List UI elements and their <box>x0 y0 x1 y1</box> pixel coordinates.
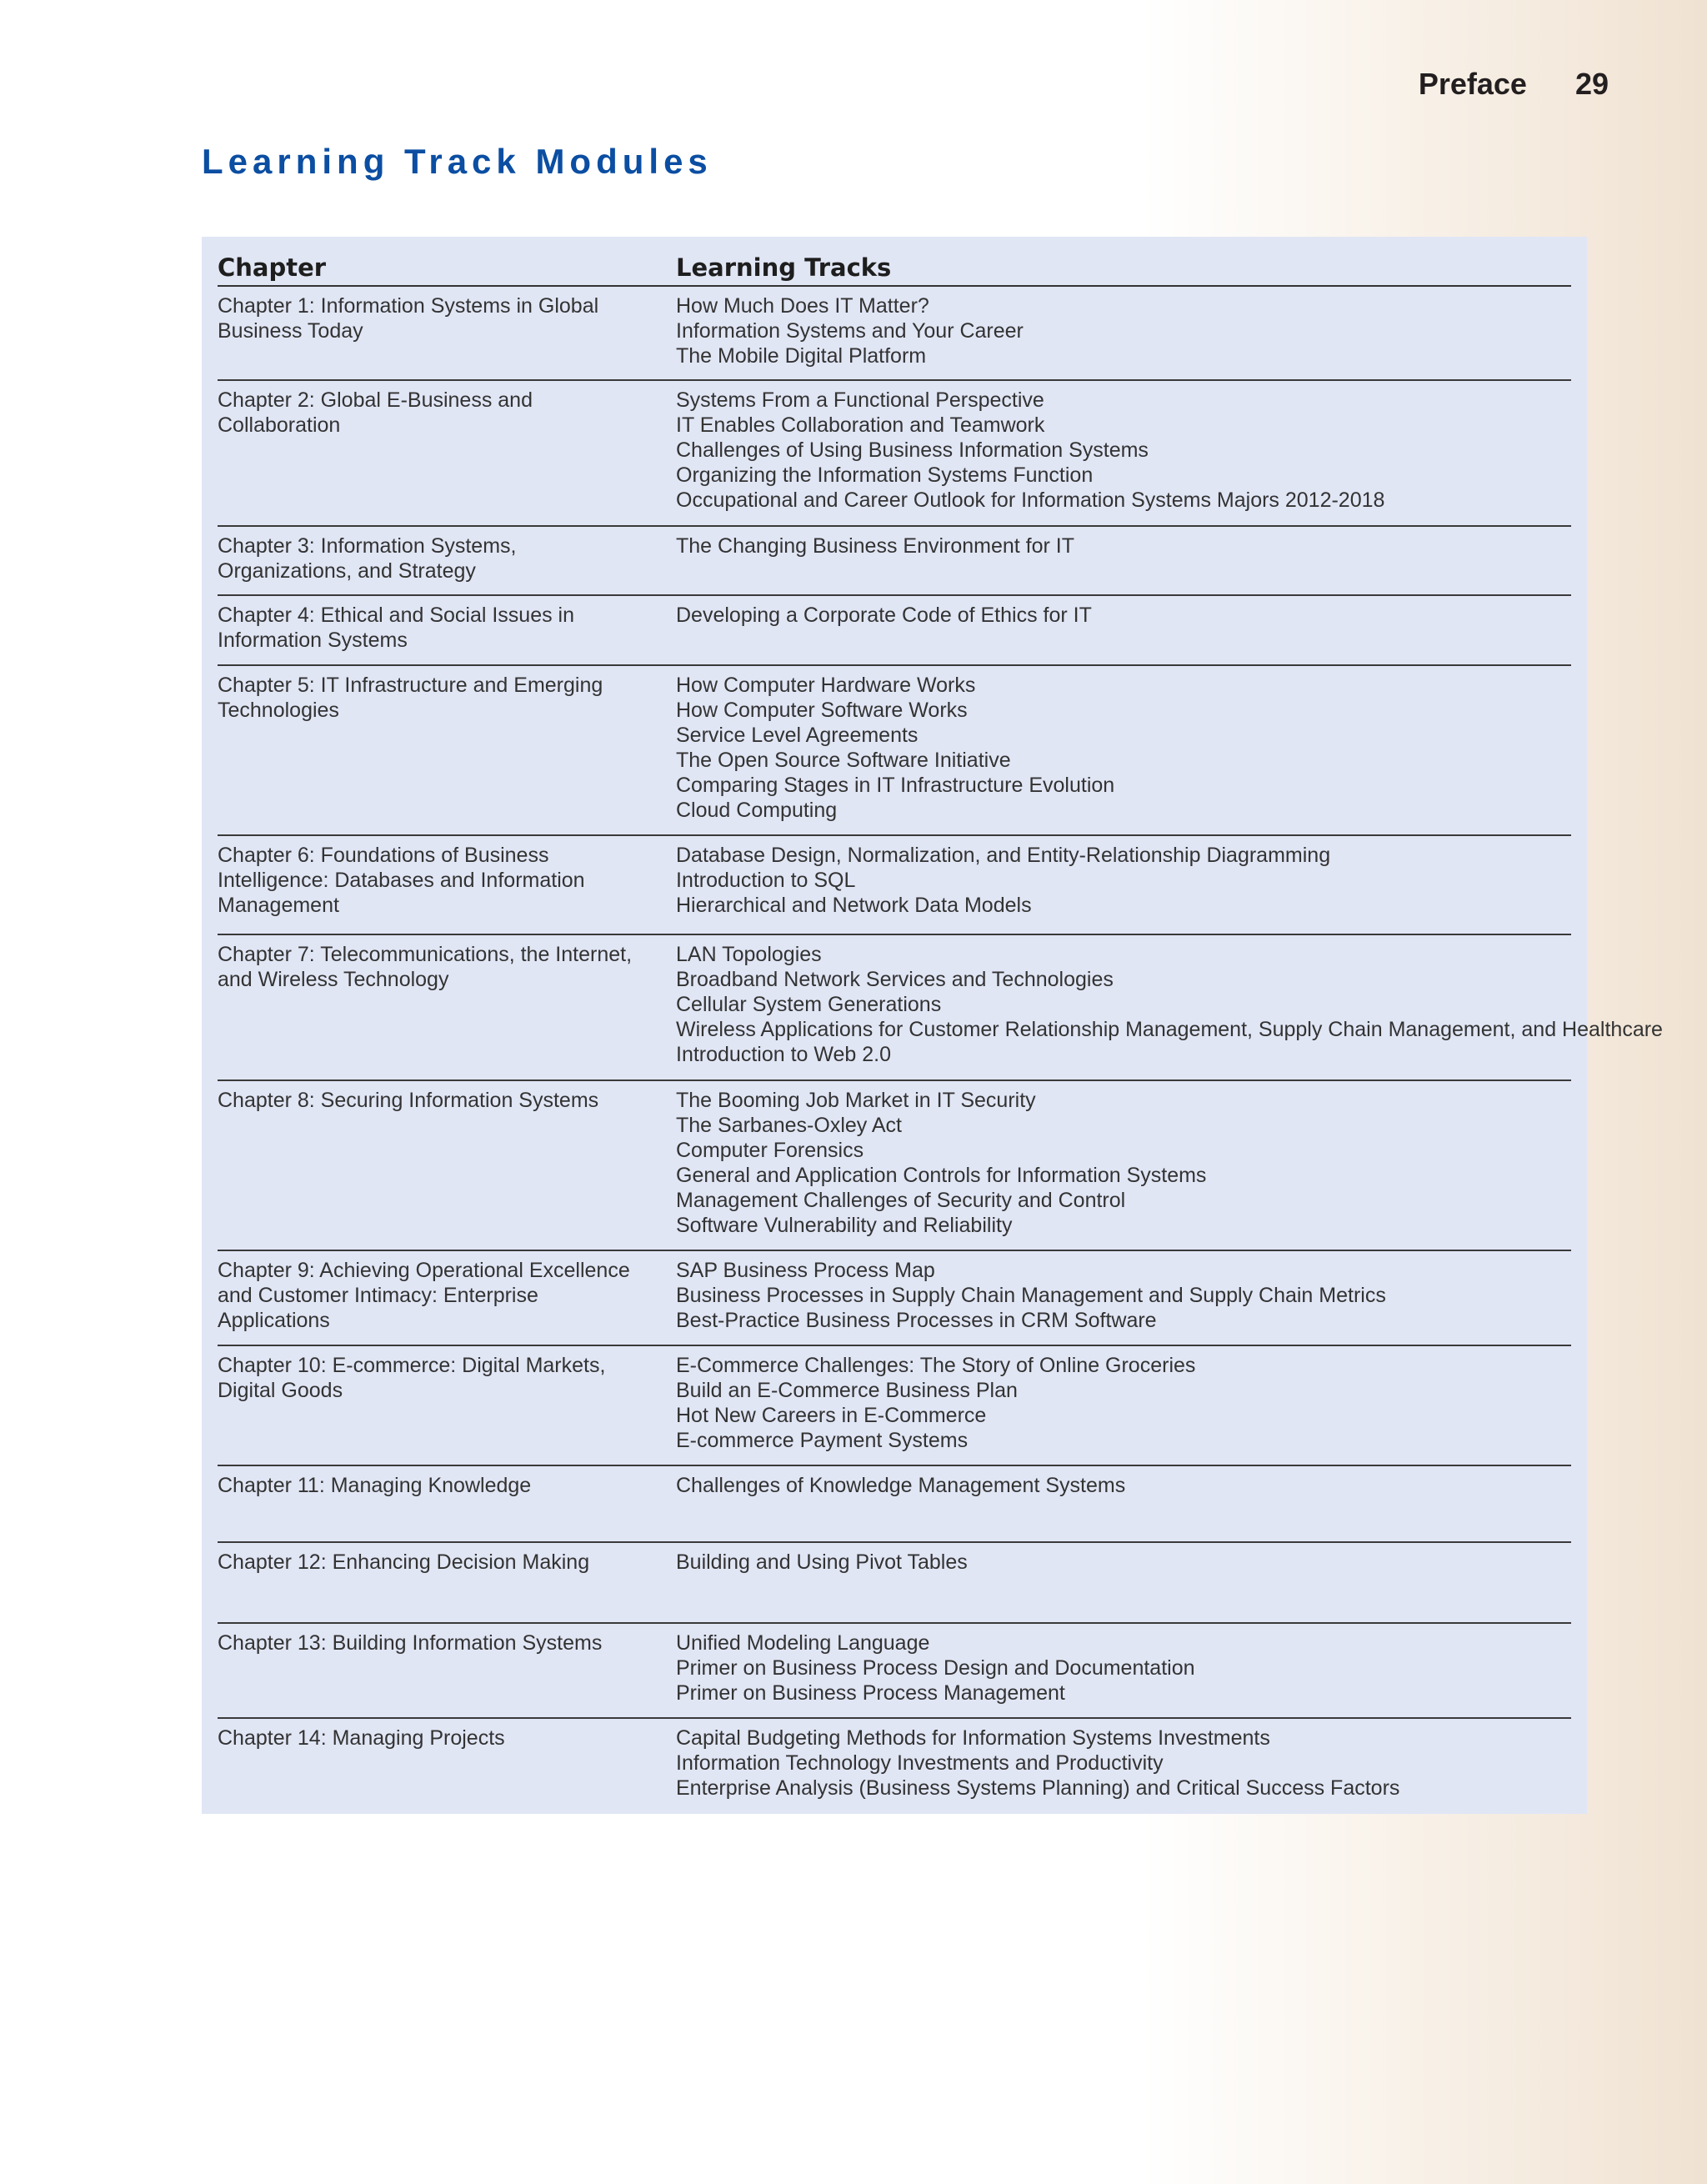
chapter-cell: Chapter 12: Enhancing Decision Making <box>218 1550 590 1574</box>
chapter-cell: Chapter 3: Information Systems, Organizations, and Strategy <box>218 534 517 583</box>
learning-track-item: E-commerce Payment Systems <box>676 1429 969 1452</box>
table-row <box>218 666 1571 836</box>
learning-track-item: LAN Topologies <box>676 943 822 966</box>
learning-tracks-table <box>202 237 1663 1814</box>
learning-track-item: The Open Source Software Initiative <box>676 749 1011 772</box>
learning-track-item: Information Technology Investments and Productivity <box>676 1751 1164 1775</box>
running-head-section: Preface <box>1418 67 1527 101</box>
learning-tracks-cell <box>676 1258 1571 1345</box>
learning-track-item: SAP Business Process Map <box>676 1259 935 1282</box>
learning-track-item: Computer Forensics <box>676 1139 864 1162</box>
learning-track-item: Developing a Corporate Code of Ethics for IT <box>676 604 1092 627</box>
learning-track-item: Enterprise Analysis (Business Systems Planning) and Critical Success Factors <box>676 1776 1400 1800</box>
table-row <box>218 1081 1571 1251</box>
table-row <box>218 935 1663 1081</box>
table-row <box>218 381 1571 527</box>
learning-track-item: Cloud Computing <box>676 799 838 822</box>
learning-track-item: Software Vulnerability and Reliability <box>676 1214 1013 1237</box>
learning-tracks-cell <box>676 1088 1571 1250</box>
learning-tracks-cell <box>676 673 1571 834</box>
learning-track-item: Database Design, Normalization, and Entity-Relationship Diagramming <box>676 844 1331 867</box>
table-row <box>218 1251 1571 1346</box>
learning-track-item: Comparing Stages in IT Infrastructure Evolution <box>676 774 1115 797</box>
learning-track-item: Cellular System Generations <box>676 993 942 1016</box>
learning-tracks-cell <box>676 533 1571 594</box>
table-row <box>218 1543 1571 1624</box>
learning-track-item: Unified Modeling Language <box>676 1631 930 1655</box>
table-row <box>218 1719 1571 1817</box>
header-chapter: Chapter <box>218 253 327 282</box>
learning-track-item: E-Commerce Challenges: The Story of Online Groceries <box>676 1354 1196 1377</box>
learning-track-item: How Much Does IT Matter? <box>676 294 929 318</box>
learning-track-item: Management Challenges of Security and Control <box>676 1189 1126 1212</box>
chapter-cell: Chapter 8: Securing Information Systems <box>218 1089 599 1112</box>
learning-tracks-cell <box>676 1630 1571 1717</box>
learning-tracks-cell <box>676 942 1663 1079</box>
table-row <box>218 287 1571 381</box>
learning-tracks-cell <box>676 1353 1571 1465</box>
table-row <box>218 1624 1571 1719</box>
chapter-cell: Chapter 2: Global E-Business and Collaboration <box>218 388 533 437</box>
chapter-cell: Chapter 13: Building Information Systems <box>218 1631 603 1655</box>
learning-tracks-cell <box>676 603 1571 664</box>
learning-track-item: Capital Budgeting Methods for Information Systems Investments <box>676 1726 1270 1750</box>
running-head <box>1419 67 1609 102</box>
learning-track-item: Primer on Business Process Design and Documentation <box>676 1656 1195 1680</box>
chapter-cell: Chapter 11: Managing Knowledge <box>218 1474 532 1497</box>
page-number: 29 <box>1574 67 1609 101</box>
learning-track-item: The Booming Job Market in IT Security <box>676 1089 1036 1112</box>
learning-track-item: General and Application Controls for Information Systems <box>676 1164 1207 1187</box>
learning-tracks-cell <box>676 843 1571 934</box>
learning-track-item: Build an E-Commerce Business Plan <box>676 1379 1018 1402</box>
learning-track-item: Building and Using Pivot Tables <box>676 1550 968 1574</box>
learning-track-item: Primer on Business Process Management <box>676 1681 1065 1705</box>
chapter-cell: Chapter 10: E-commerce: Digital Markets, Digital Goods <box>218 1354 606 1402</box>
learning-tracks-cell <box>676 388 1571 525</box>
chapter-cell: Chapter 14: Managing Projects <box>218 1726 505 1750</box>
learning-track-item: Organizing the Information Systems Function <box>676 463 1094 487</box>
learning-track-item: Introduction to Web 2.0 <box>676 1043 892 1066</box>
section-title: Learning Track Modules <box>202 142 713 181</box>
learning-track-item: Hierarchical and Network Data Models <box>676 894 1032 917</box>
table-header-row <box>218 247 1571 287</box>
table-inner <box>218 247 1663 1817</box>
learning-track-item: Introduction to SQL <box>676 869 856 892</box>
header-learning-tracks: Learning Tracks <box>676 253 892 282</box>
chapter-cell: Chapter 5: IT Infrastructure and Emerging Technologies <box>218 674 603 722</box>
table-row <box>218 1466 1571 1543</box>
learning-tracks-cell <box>676 1726 1571 1817</box>
chapter-cell: Chapter 6: Foundations of Business Intelligence: Databases and Information Management <box>218 844 585 917</box>
table-row <box>218 596 1571 666</box>
learning-track-item: Occupational and Career Outlook for Information Systems Majors 2012-2018 <box>676 488 1385 512</box>
table-row <box>218 836 1571 935</box>
learning-track-item: Hot New Careers in E-Commerce <box>676 1404 987 1427</box>
table-body <box>218 287 1663 1817</box>
table-row <box>218 527 1571 596</box>
learning-track-item: Information Systems and Your Career <box>676 319 1024 343</box>
learning-tracks-cell <box>676 1473 1571 1541</box>
learning-track-item: Business Processes in Supply Chain Management and Supply Chain Metrics <box>676 1284 1386 1307</box>
chapter-cell: Chapter 1: Information Systems in Global Business Today <box>218 294 599 343</box>
learning-track-item: Challenges of Using Business Information Systems <box>676 438 1149 462</box>
learning-track-item: Service Level Agreements <box>676 724 919 747</box>
learning-track-item: Challenges of Knowledge Management Systems <box>676 1474 1126 1497</box>
learning-tracks-cell <box>676 293 1571 379</box>
chapter-cell: Chapter 4: Ethical and Social Issues in Information Systems <box>218 604 575 652</box>
learning-track-item: Broadband Network Services and Technologies <box>676 968 1114 991</box>
learning-track-item: The Mobile Digital Platform <box>676 344 927 368</box>
table-row <box>218 1346 1571 1466</box>
chapter-cell: Chapter 9: Achieving Operational Excellence and Customer Intimacy: Enterprise Applications <box>218 1259 630 1332</box>
learning-track-item: IT Enables Collaboration and Teamwork <box>676 413 1045 437</box>
learning-track-item: Wireless Applications for Customer Relationship Management, Supply Chain Management, and Healthcare <box>676 1018 1663 1041</box>
learning-track-item: The Sarbanes-Oxley Act <box>676 1114 902 1137</box>
learning-track-item: Systems From a Functional Perspective <box>676 388 1044 412</box>
learning-track-item: The Changing Business Environment for IT <box>676 534 1075 558</box>
learning-tracks-cell <box>676 1550 1571 1622</box>
learning-track-item: Best-Practice Business Processes in CRM Software <box>676 1309 1157 1332</box>
chapter-cell: Chapter 7: Telecommunications, the Internet, and Wireless Technology <box>218 943 633 991</box>
learning-track-item: How Computer Hardware Works <box>676 674 976 697</box>
learning-track-item: How Computer Software Works <box>676 699 968 722</box>
